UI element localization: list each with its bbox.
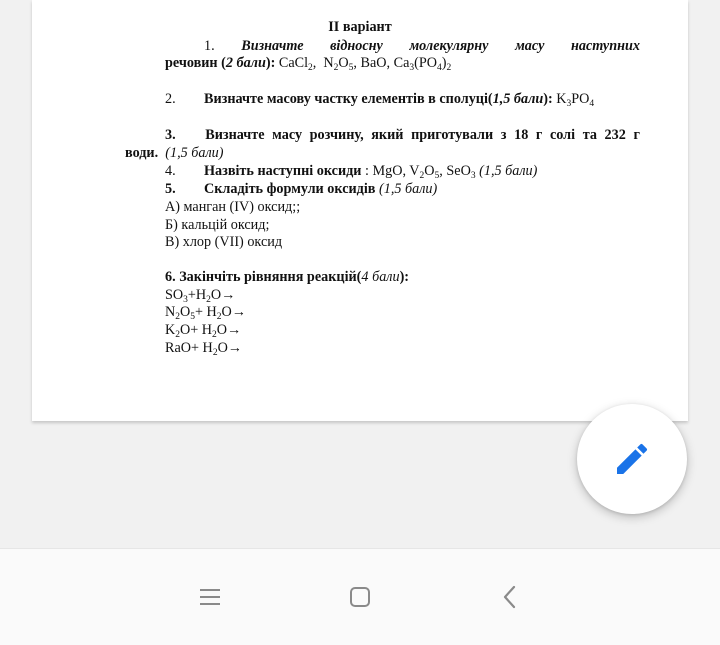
q2-points: 1,5 бали [492,91,544,107]
q1-word: Визначте [241,38,304,54]
edit-button[interactable] [577,404,687,514]
q6-points: 4 бали [361,269,400,285]
menu-icon [199,587,221,607]
q3-word: г [535,127,543,143]
q3-number: 3. [165,127,176,143]
q1-label: речовин ( [165,55,226,71]
home-button[interactable] [340,577,380,617]
q6-after-points: ): [399,269,410,285]
q1-word: масу [515,38,545,54]
q5-item-c: В) хлор (VII) оксид [165,234,283,250]
q3-word: 232 [604,127,626,143]
q1-line2 [165,55,451,72]
q5-item-b: Б) кальцій оксид; [165,217,270,233]
q2-text: Визначте масову частку елементів в сполуці( [204,91,493,107]
q1-word: відносну [330,38,383,54]
q1-word: молекулярну [409,38,489,54]
q6-heading [165,269,409,286]
q6-equation: $K_2O+ H_2O\to$ [165,322,242,340]
pencil-icon [612,439,652,479]
q3-line2 [125,145,224,162]
q3-word: масу [272,127,303,143]
q4-formulas-render: : MgO, $V_2O_5$, SeO$_3$ [365,163,476,181]
q3-line2-text: води. [125,145,159,161]
back-chevron-icon [502,585,518,609]
q5-item-a: А) манган (IV) оксид;; [165,199,301,215]
q1-points: 2 бали [225,55,266,71]
q3-word: 18 [514,127,529,143]
q6-equation: $SO_3+H_2O\to$ [165,287,236,305]
q3-line1 [165,127,640,144]
q1-formulas-render: CaCl$_2$, $N_2O_5$, BaO, $Ca_3(PO_4)_2$ [278,55,452,73]
q3-word: солі [549,127,576,143]
q3-word: приготували [411,127,494,143]
q4-number: 4. [165,163,176,179]
q3-word: Визначте [205,127,265,143]
q6-equation: $RaO+ H_2O\to$ [165,340,242,358]
q5-points: (1,5 бали) [379,181,438,197]
q2-after-points: ): [543,91,553,107]
q1-word: наступних [570,38,640,54]
q1-line1 [165,38,640,55]
q2-number: 2. [165,91,176,107]
document-page [32,0,688,421]
q3-word: г [633,127,640,143]
q2-formula-render: $K_3PO_4$ [556,91,595,109]
recent-apps-button[interactable] [190,577,230,617]
q6-text: 6. Закінчіть рівняння реакцій( [165,269,362,285]
q1-number: 1. [204,38,215,54]
q1-after-points: ): [265,55,276,71]
q3-points: (1,5 бали) [165,145,224,161]
home-square-icon [349,586,371,608]
page-title: II варіант [328,19,392,35]
q3-word: з [500,127,507,143]
system-navigation-bar [0,548,720,645]
q5-text: Складіть формули оксидів [204,181,376,197]
q3-word: та [582,127,597,143]
q2-line [165,91,594,108]
q4-text: Назвіть наступні оксиди [204,163,362,179]
q5-line [165,181,437,198]
q4-line [165,163,537,180]
q6-equation: $N_2O_5+ H_2O\to$ [165,304,246,322]
back-button[interactable] [490,577,530,617]
q4-points: (1,5 бали) [479,163,538,179]
q3-word: який [371,127,404,143]
q3-word: розчину, [309,127,364,143]
q5-number: 5. [165,181,176,197]
